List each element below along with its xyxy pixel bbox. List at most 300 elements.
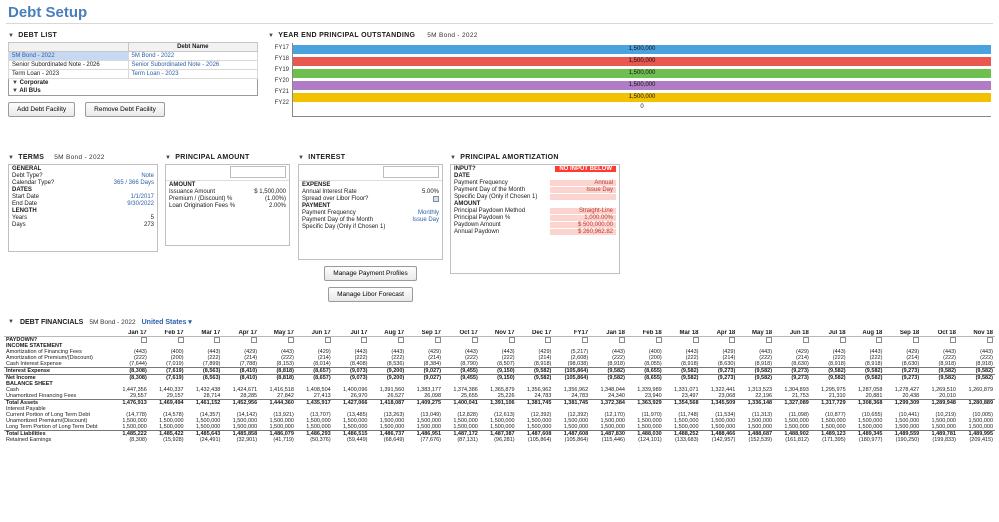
- table-cell[interactable]: (8,563): [186, 368, 223, 375]
- table-cell[interactable]: 1,500,000: [306, 424, 331, 431]
- table-cell[interactable]: (15,928): [163, 437, 184, 444]
- row-value[interactable]: 5.00%: [421, 188, 439, 195]
- table-cell[interactable]: 1,500,000: [195, 418, 221, 425]
- table-cell[interactable]: 1,327,089: [774, 400, 811, 407]
- table-cell[interactable]: (9,582): [590, 368, 627, 375]
- collapse-triangle-icon[interactable]: ▼: [165, 154, 172, 161]
- table-row[interactable]: [9, 87, 258, 96]
- table-cell[interactable]: 1,432,438: [195, 387, 221, 394]
- table-cell[interactable]: (59,449): [346, 437, 368, 444]
- table-cell[interactable]: 1,500,000: [306, 418, 331, 425]
- table-cell[interactable]: 23,497: [681, 393, 699, 400]
- table-cell[interactable]: 1,339,989: [637, 387, 662, 394]
- table-row[interactable]: [4, 368, 995, 375]
- table-cell[interactable]: 1,500,000: [600, 418, 625, 425]
- table-cell[interactable]: (8,308): [112, 375, 149, 382]
- table-cell[interactable]: (443): [943, 349, 956, 356]
- table-cell[interactable]: (8,918): [828, 361, 846, 368]
- table-cell[interactable]: (222): [391, 355, 405, 362]
- paydown-checkbox[interactable]: [553, 337, 590, 344]
- table-row[interactable]: [9, 70, 258, 79]
- table-cell[interactable]: (41,719): [273, 437, 294, 444]
- table-cell[interactable]: (8,918): [607, 361, 625, 368]
- paydown-checkbox[interactable]: [627, 337, 664, 344]
- table-cell[interactable]: (443): [685, 349, 699, 356]
- table-cell[interactable]: (214): [428, 355, 442, 362]
- table-cell[interactable]: (9,582): [590, 375, 627, 382]
- principal-amount-input[interactable]: [230, 166, 286, 178]
- table-cell[interactable]: (8,055): [644, 361, 662, 368]
- row-value[interactable]: (1.00%): [264, 195, 286, 202]
- table-cell[interactable]: (11,748): [678, 412, 699, 419]
- table-cell[interactable]: 29,157: [166, 393, 184, 400]
- table-cell[interactable]: (9,027): [406, 375, 443, 382]
- table-cell[interactable]: 1,500,000: [968, 418, 993, 425]
- table-cell[interactable]: (222): [207, 355, 221, 362]
- table-cell[interactable]: (9,582): [921, 375, 958, 382]
- table-cell[interactable]: 1,317,729: [811, 400, 848, 407]
- table-cell[interactable]: 1,383,177: [416, 387, 442, 394]
- table-cell[interactable]: (443): [207, 349, 221, 356]
- table-cell[interactable]: (200): [648, 355, 662, 362]
- debt-row-left[interactable]: 5M Bond - 2022: [9, 52, 129, 61]
- table-cell[interactable]: (8,308): [112, 368, 149, 375]
- table-cell[interactable]: (8,918): [864, 361, 883, 368]
- table-cell[interactable]: 1,308,368: [848, 400, 885, 407]
- table-cell[interactable]: 1,500,000: [931, 424, 956, 431]
- table-cell[interactable]: (9,582): [848, 368, 885, 375]
- table-cell[interactable]: (7,619): [149, 368, 186, 375]
- table-cell[interactable]: (9,455): [443, 368, 480, 375]
- table-cell[interactable]: 1,427,066: [333, 400, 370, 407]
- list-item[interactable]: [451, 228, 619, 235]
- table-cell[interactable]: (429): [428, 349, 442, 356]
- table-cell[interactable]: 1,485,222: [112, 431, 149, 438]
- tree-item-corporate[interactable]: [9, 79, 258, 88]
- table-cell[interactable]: 1,435,917: [296, 400, 333, 407]
- table-cell[interactable]: 28,285: [240, 393, 258, 400]
- table-cell[interactable]: (429): [317, 349, 331, 356]
- table-cell[interactable]: 1,500,000: [563, 418, 589, 425]
- table-cell[interactable]: (8,657): [296, 368, 333, 375]
- row-value[interactable]: Note: [141, 172, 154, 179]
- table-cell[interactable]: 1,356,962: [563, 387, 589, 394]
- table-cell[interactable]: (14,142): [236, 412, 258, 419]
- paydown-checkbox[interactable]: [774, 337, 811, 344]
- table-cell[interactable]: (429): [244, 349, 258, 356]
- manage-libor-forecast-button[interactable]: Manage Libor Forecast: [328, 287, 413, 302]
- table-cell[interactable]: 1,416,518: [269, 387, 294, 394]
- list-item[interactable]: [451, 214, 619, 221]
- table-cell[interactable]: (8,918): [975, 361, 993, 368]
- table-cell[interactable]: (10,441): [898, 412, 920, 419]
- table-cell[interactable]: 1,500,000: [269, 418, 294, 425]
- table-cell[interactable]: (214): [538, 355, 552, 362]
- chevron-down-icon[interactable]: ▼: [12, 88, 18, 94]
- table-cell[interactable]: (124,101): [638, 437, 662, 444]
- table-cell[interactable]: (9,273): [701, 368, 738, 375]
- table-cell[interactable]: (9,582): [921, 368, 958, 375]
- table-cell[interactable]: (115,446): [601, 437, 625, 444]
- paydown-checkbox[interactable]: [406, 337, 443, 344]
- table-cell[interactable]: 1,391,560: [379, 387, 405, 394]
- table-cell[interactable]: (8,014): [313, 361, 331, 368]
- table-row[interactable]: [4, 437, 995, 443]
- table-cell[interactable]: (429): [906, 349, 920, 356]
- table-cell[interactable]: (105,864): [553, 368, 590, 375]
- table-cell[interactable]: 1,322,441: [710, 387, 736, 394]
- row-value[interactable]: 1/1/2017: [130, 193, 154, 200]
- row-value[interactable]: $ 1,500,000: [254, 188, 286, 195]
- table-cell[interactable]: 1,500,000: [710, 418, 736, 425]
- table-cell[interactable]: 26,098: [424, 393, 442, 400]
- table-cell[interactable]: 27,413: [313, 393, 331, 400]
- table-cell[interactable]: (12,613): [494, 412, 515, 419]
- table-cell[interactable]: 21,310: [828, 393, 846, 400]
- table-cell[interactable]: (8,818): [259, 368, 296, 375]
- table-cell[interactable]: 1,424,671: [232, 387, 258, 394]
- list-item[interactable]: [451, 221, 619, 228]
- table-cell[interactable]: 1,488,687: [737, 431, 774, 438]
- table-cell[interactable]: (12,170): [604, 412, 625, 419]
- principal-amount-input-strip[interactable]: [166, 165, 289, 181]
- table-cell[interactable]: (222): [612, 355, 625, 362]
- interest-input[interactable]: [383, 166, 439, 178]
- table-cell[interactable]: 1,500,000: [195, 424, 221, 431]
- row-value[interactable]: Annual: [550, 180, 616, 186]
- paydown-checkbox[interactable]: [737, 337, 774, 344]
- table-cell[interactable]: 1,418,087: [369, 400, 406, 407]
- table-cell[interactable]: 1,500,000: [821, 424, 846, 431]
- table-cell[interactable]: (222): [354, 355, 368, 362]
- table-cell[interactable]: (443): [980, 349, 993, 356]
- paydown-checkbox[interactable]: [884, 337, 921, 344]
- table-cell[interactable]: (98,038): [567, 361, 589, 368]
- table-cell[interactable]: 1,440,337: [159, 387, 184, 394]
- table-cell[interactable]: (10,877): [825, 412, 846, 419]
- collapse-triangle-icon[interactable]: ▼: [298, 154, 305, 161]
- table-cell[interactable]: (14,578): [163, 412, 184, 419]
- table-cell[interactable]: (8,655): [627, 368, 664, 375]
- table-cell[interactable]: (9,582): [737, 368, 774, 375]
- list-item[interactable]: [299, 210, 442, 217]
- table-cell[interactable]: (7,644): [129, 361, 147, 368]
- row-value[interactable]: 365 / 366 Days: [113, 179, 154, 186]
- table-cell[interactable]: (222): [464, 355, 478, 362]
- table-cell[interactable]: 1,500,000: [269, 424, 294, 431]
- table-row[interactable]: [9, 61, 258, 70]
- paydown-checkbox[interactable]: [149, 337, 186, 344]
- table-cell[interactable]: (5,217): [570, 349, 589, 356]
- list-item[interactable]: [451, 179, 619, 186]
- table-cell[interactable]: (8,630): [791, 361, 809, 368]
- table-cell[interactable]: 1,452,956: [222, 400, 259, 407]
- list-item[interactable]: [166, 202, 289, 209]
- paydown-checkbox[interactable]: [958, 337, 995, 344]
- paydown-checkbox[interactable]: [186, 337, 223, 344]
- collapse-triangle-icon[interactable]: ▼: [8, 154, 15, 161]
- table-cell[interactable]: (9,455): [443, 375, 480, 382]
- table-cell[interactable]: (443): [391, 349, 405, 356]
- list-item[interactable]: [9, 193, 157, 200]
- list-item[interactable]: [166, 188, 289, 195]
- table-cell[interactable]: (190,250): [895, 437, 920, 444]
- table-cell[interactable]: (9,027): [406, 368, 443, 375]
- list-item[interactable]: [451, 207, 619, 214]
- manage-payment-profiles-button[interactable]: Manage Payment Profiles: [324, 266, 416, 281]
- debt-financials-table[interactable]: [4, 330, 995, 443]
- table-cell[interactable]: (9,582): [848, 375, 885, 382]
- table-cell[interactable]: 24,783: [571, 393, 589, 400]
- table-cell[interactable]: (429): [538, 349, 552, 356]
- table-cell[interactable]: 1,487,387: [480, 431, 517, 438]
- table-cell[interactable]: 1,461,152: [186, 400, 223, 407]
- table-cell[interactable]: 1,400,041: [443, 400, 480, 407]
- table-cell[interactable]: (9,273): [884, 368, 921, 375]
- list-item[interactable]: [299, 188, 442, 195]
- table-cell[interactable]: 1,500,000: [122, 418, 147, 425]
- debt-row-left[interactable]: Term Loan - 2023: [9, 70, 129, 79]
- list-item[interactable]: [451, 193, 619, 200]
- table-cell[interactable]: 29,557: [129, 393, 147, 400]
- collapse-triangle-icon[interactable]: ▼: [8, 319, 14, 325]
- collapse-triangle-icon[interactable]: ▼: [8, 32, 15, 39]
- table-cell[interactable]: 1,486,293: [296, 431, 333, 438]
- table-cell[interactable]: (14,357): [199, 412, 221, 419]
- table-cell[interactable]: 1,336,148: [737, 400, 774, 407]
- table-row[interactable]: [9, 52, 258, 61]
- table-cell[interactable]: 1,500,000: [343, 418, 368, 425]
- table-cell[interactable]: 1,486,737: [369, 431, 406, 438]
- table-cell[interactable]: (13,921): [273, 412, 294, 419]
- table-cell[interactable]: 1,500,000: [490, 424, 515, 431]
- table-cell[interactable]: (443): [832, 349, 846, 356]
- table-cell[interactable]: (11,534): [715, 412, 736, 419]
- table-cell[interactable]: (8,918): [533, 361, 552, 368]
- row-value[interactable]: 9/30/2022: [127, 200, 154, 207]
- table-cell[interactable]: 26,527: [387, 393, 405, 400]
- table-cell[interactable]: 1,269,510: [931, 387, 956, 394]
- table-cell[interactable]: 1,260,879: [968, 387, 993, 394]
- table-cell[interactable]: (443): [501, 349, 515, 356]
- table-cell[interactable]: (87,131): [457, 437, 478, 444]
- table-cell[interactable]: 1,500,000: [931, 418, 956, 425]
- table-cell[interactable]: (443): [759, 349, 773, 356]
- table-cell[interactable]: 1,372,384: [590, 400, 627, 407]
- paydown-checkbox[interactable]: [480, 337, 517, 344]
- table-cell[interactable]: (9,273): [774, 375, 811, 382]
- table-cell[interactable]: 1,299,309: [884, 400, 921, 407]
- table-cell[interactable]: 1,485,858: [222, 431, 259, 438]
- table-cell[interactable]: (13,707): [310, 412, 331, 419]
- table-cell[interactable]: (2,608): [570, 355, 589, 362]
- table-cell[interactable]: 1,500,000: [674, 424, 699, 431]
- table-cell[interactable]: 1,287,058: [857, 387, 883, 394]
- table-cell[interactable]: 1,278,427: [894, 387, 920, 394]
- table-cell[interactable]: (105,864): [527, 437, 552, 444]
- table-cell[interactable]: (8,410): [222, 375, 259, 382]
- table-cell[interactable]: 1,500,000: [122, 424, 147, 431]
- row-value[interactable]: [404, 224, 442, 231]
- paydown-checkbox[interactable]: [222, 337, 259, 344]
- table-cell[interactable]: (9,073): [333, 368, 370, 375]
- row-value[interactable]: $ 260,962.82: [550, 229, 616, 235]
- table-cell[interactable]: (32,901): [236, 437, 258, 444]
- table-cell[interactable]: (171,395): [822, 437, 846, 444]
- table-cell[interactable]: 1,500,000: [159, 418, 184, 425]
- table-cell[interactable]: 1,381,745: [553, 400, 590, 407]
- table-cell[interactable]: (9,582): [517, 368, 554, 375]
- table-cell[interactable]: 1,365,879: [490, 387, 515, 394]
- table-cell[interactable]: 1,313,523: [747, 387, 773, 394]
- table-row[interactable]: [9, 79, 258, 88]
- table-cell[interactable]: (7,619): [149, 375, 186, 382]
- table-cell[interactable]: (443): [464, 349, 478, 356]
- table-cell[interactable]: 1,500,000: [453, 424, 478, 431]
- table-cell[interactable]: (8,790): [460, 361, 478, 368]
- table-cell[interactable]: (8,818): [259, 375, 296, 382]
- table-cell[interactable]: (443): [869, 349, 883, 356]
- table-cell[interactable]: 1,500,000: [968, 424, 993, 431]
- paydown-checkbox[interactable]: [333, 337, 370, 344]
- table-cell[interactable]: 1,500,000: [857, 418, 883, 425]
- table-cell[interactable]: 1,500,000: [526, 418, 552, 425]
- table-cell[interactable]: 1,486,079: [259, 431, 296, 438]
- row-value[interactable]: Issue Day: [412, 217, 439, 224]
- paydown-checkbox[interactable]: [590, 337, 627, 344]
- chevron-down-icon[interactable]: ▼: [12, 80, 18, 86]
- table-cell[interactable]: 1,331,071: [674, 387, 699, 394]
- table-cell[interactable]: (214): [317, 355, 331, 362]
- table-cell[interactable]: 1,500,000: [490, 418, 515, 425]
- table-cell[interactable]: 1,500,000: [894, 418, 920, 425]
- table-cell[interactable]: 1,374,386: [453, 387, 478, 394]
- table-cell[interactable]: 1,500,000: [416, 418, 442, 425]
- row-value[interactable]: 1,000.00%: [550, 215, 616, 221]
- table-cell[interactable]: (96,281): [494, 437, 515, 444]
- table-cell[interactable]: (7,788): [239, 361, 258, 368]
- table-cell[interactable]: (9,150): [480, 368, 517, 375]
- table-cell[interactable]: (11,970): [641, 412, 662, 419]
- table-cell[interactable]: (12,828): [457, 412, 478, 419]
- debt-list-table[interactable]: [8, 42, 258, 96]
- table-cell[interactable]: (133,683): [674, 437, 699, 444]
- table-cell[interactable]: (8,918): [681, 361, 699, 368]
- table-cell[interactable]: (68,649): [383, 437, 405, 444]
- table-cell[interactable]: (8,410): [222, 368, 259, 375]
- list-item[interactable]: [9, 200, 157, 207]
- debt-row-right[interactable]: 5M Bond - 2022: [128, 52, 257, 61]
- table-cell[interactable]: (9,150): [480, 375, 517, 382]
- table-cell[interactable]: 1,488,030: [627, 431, 664, 438]
- table-cell[interactable]: 1,487,608: [553, 431, 590, 438]
- paydown-checkbox[interactable]: [517, 337, 554, 344]
- table-cell[interactable]: 1,487,172: [443, 431, 480, 438]
- table-cell[interactable]: (209,415): [969, 437, 993, 444]
- table-cell[interactable]: (24,491): [199, 437, 221, 444]
- table-cell[interactable]: 1,500,000: [747, 418, 773, 425]
- table-cell[interactable]: (77,676): [420, 437, 442, 444]
- table-cell[interactable]: (9,582): [811, 375, 848, 382]
- table-cell[interactable]: 1,476,913: [112, 400, 149, 407]
- table-cell[interactable]: (8,536): [386, 361, 405, 368]
- table-cell[interactable]: (8,657): [296, 375, 333, 382]
- table-cell[interactable]: (214): [244, 355, 258, 362]
- table-cell[interactable]: 1,500,000: [784, 424, 809, 431]
- list-item[interactable]: [299, 224, 442, 231]
- table-cell[interactable]: 20,010: [939, 393, 956, 400]
- table-cell[interactable]: (9,582): [517, 375, 554, 382]
- table-cell[interactable]: (429): [722, 349, 736, 356]
- table-cell[interactable]: 1,500,000: [674, 418, 699, 425]
- table-cell[interactable]: (8,153): [276, 361, 294, 368]
- paydown-checkbox[interactable]: [112, 337, 149, 344]
- row-value[interactable]: [550, 194, 616, 200]
- table-cell[interactable]: (9,273): [774, 368, 811, 375]
- paydown-row[interactable]: [4, 337, 995, 344]
- table-cell[interactable]: 1,500,000: [637, 424, 662, 431]
- paydown-checkbox[interactable]: [664, 337, 701, 344]
- paydown-checkbox[interactable]: [443, 337, 480, 344]
- debt-row-left[interactable]: Senior Subordinated Note - 2026: [9, 61, 129, 70]
- table-cell[interactable]: (11,313): [751, 412, 773, 419]
- table-cell[interactable]: 1,500,000: [379, 418, 405, 425]
- table-cell[interactable]: 26,970: [350, 393, 368, 400]
- table-cell[interactable]: 1,500,000: [563, 424, 589, 431]
- table-cell[interactable]: 20,438: [902, 393, 920, 400]
- table-cell[interactable]: 1,447,356: [122, 387, 147, 394]
- table-cell[interactable]: 21,753: [792, 393, 809, 400]
- table-cell[interactable]: 1,487,608: [517, 431, 554, 438]
- table-cell[interactable]: 1,381,745: [517, 400, 554, 407]
- row-value[interactable]: Monthly: [417, 210, 439, 217]
- table-cell[interactable]: 1,500,000: [232, 424, 258, 431]
- table-cell[interactable]: 1,487,830: [590, 431, 627, 438]
- table-cell[interactable]: (443): [612, 349, 625, 356]
- table-cell[interactable]: (14,778): [126, 412, 147, 419]
- add-debt-facility-button[interactable]: Add Debt Facility: [8, 102, 75, 117]
- table-cell[interactable]: 1,500,000: [343, 424, 368, 431]
- table-cell[interactable]: 1,500,000: [526, 424, 552, 431]
- table-cell[interactable]: (400): [648, 349, 662, 356]
- table-cell[interactable]: (9,273): [701, 375, 738, 382]
- tree-item-all-bus[interactable]: [9, 87, 258, 96]
- table-cell[interactable]: (222): [501, 355, 515, 362]
- table-cell[interactable]: 1,500,000: [600, 424, 625, 431]
- debt-row-right[interactable]: Senior Subordinated Note - 2026: [128, 61, 257, 70]
- paydown-checkbox[interactable]: [848, 337, 885, 344]
- table-cell[interactable]: (214): [796, 355, 809, 362]
- paydown-checkbox[interactable]: [921, 337, 958, 344]
- row-value[interactable]: $ 500,000.00: [550, 222, 616, 228]
- table-cell[interactable]: 1,500,000: [747, 424, 773, 431]
- table-cell[interactable]: 1,488,902: [774, 431, 811, 438]
- table-cell[interactable]: 1,500,000: [821, 418, 846, 425]
- table-cell[interactable]: (9,582): [958, 368, 995, 375]
- list-item[interactable]: [451, 186, 619, 193]
- table-cell[interactable]: (13,049): [420, 412, 442, 419]
- table-cell[interactable]: (222): [685, 355, 699, 362]
- table-cell[interactable]: 1,489,995: [958, 431, 995, 438]
- table-cell[interactable]: 1,469,494: [149, 400, 186, 407]
- table-cell[interactable]: 1,500,000: [894, 424, 920, 431]
- table-cell[interactable]: (214): [906, 355, 920, 362]
- table-cell[interactable]: 1,409,275: [406, 400, 443, 407]
- table-cell[interactable]: (11,098): [788, 412, 809, 419]
- table-cell[interactable]: 1,489,345: [848, 431, 885, 438]
- paydown-checkbox[interactable]: [701, 337, 738, 344]
- table-cell[interactable]: 1,354,568: [664, 400, 701, 407]
